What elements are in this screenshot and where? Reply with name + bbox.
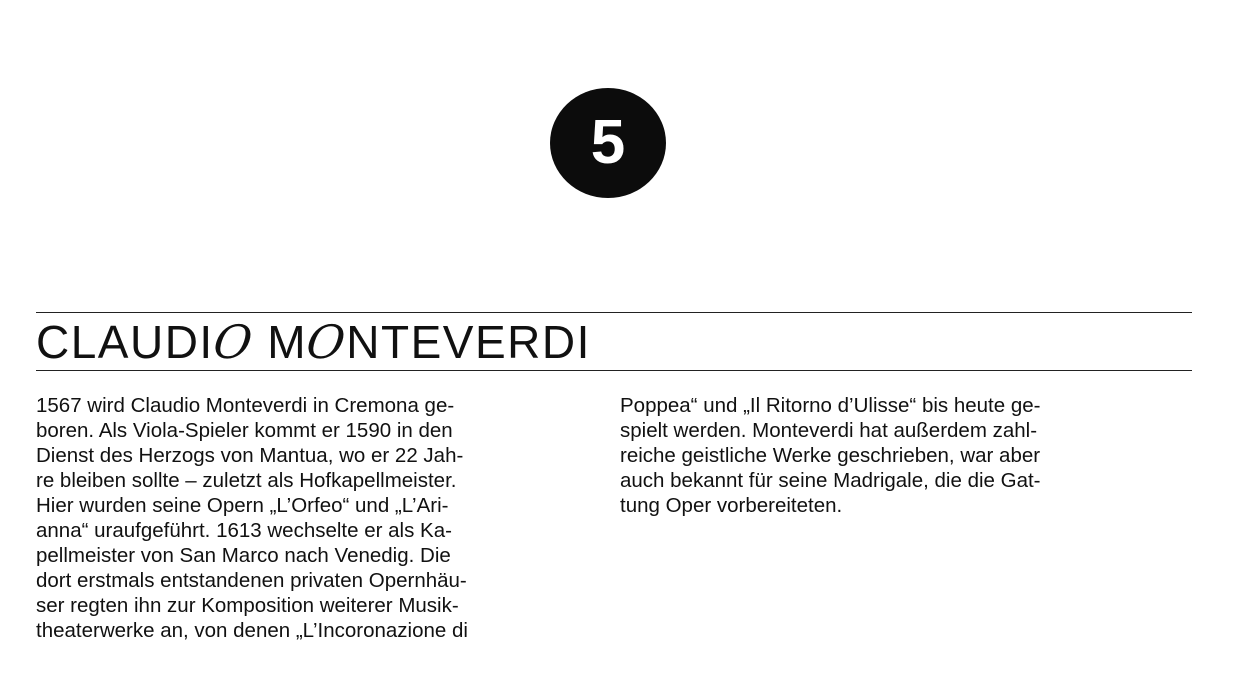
body-line: Dienst des Herzogs von Mantua, wo er 22 Jah- <box>36 444 464 467</box>
body-line: pellmeister von San Marco nach Venedig. Die <box>36 544 451 567</box>
title-alt-letter-o: O <box>209 315 257 369</box>
title-part-3: NTEVERDI <box>346 316 591 368</box>
chapter-number: 5 <box>590 108 626 177</box>
body-column-left <box>36 393 616 643</box>
body-line: auch bekannt für seine Madrigale, die die Gat- <box>620 469 1041 492</box>
body-line: reiche geistliche Werke geschrieben, war aber <box>620 444 1041 467</box>
body-column-right <box>620 393 1190 518</box>
body-line: Hier wurden seine Opern „L’Orfeo“ und „L’Ari- <box>36 494 449 517</box>
body-line: Poppea“ und „Il Ritorno d’Ulisse“ bis heute ge- <box>620 394 1041 417</box>
title-bottom-rule <box>36 370 1192 371</box>
body-line: theaterwerke an, von denen „L’Incoronazione di <box>36 619 468 642</box>
title-part-1: CLAUDI <box>36 316 214 368</box>
page-title <box>36 316 591 368</box>
body-line: boren. Als Viola-Spieler kommt er 1590 in den <box>36 419 453 442</box>
chapter-number-badge <box>550 88 666 198</box>
body-line: re bleiben sollte – zuletzt als Hofkapellmeister. <box>36 469 457 492</box>
body-line: anna“ uraufgeführt. 1613 wechselte er als Ka- <box>36 519 452 542</box>
title-top-rule <box>36 312 1192 313</box>
title-part-2: M <box>252 316 308 368</box>
body-line: tung Oper vorbereiteten. <box>620 494 843 517</box>
body-line: 1567 wird Claudio Monteverdi in Cremona ge- <box>36 394 455 417</box>
body-line: dort erstmals entstandenen privaten Opernhäu- <box>36 569 467 592</box>
body-line: spielt werden. Monteverdi hat außerdem zahl- <box>620 419 1038 442</box>
body-line: ser regten ihn zur Komposition weiterer Musik- <box>36 594 459 617</box>
title-alt-letter-o: O <box>303 315 351 369</box>
